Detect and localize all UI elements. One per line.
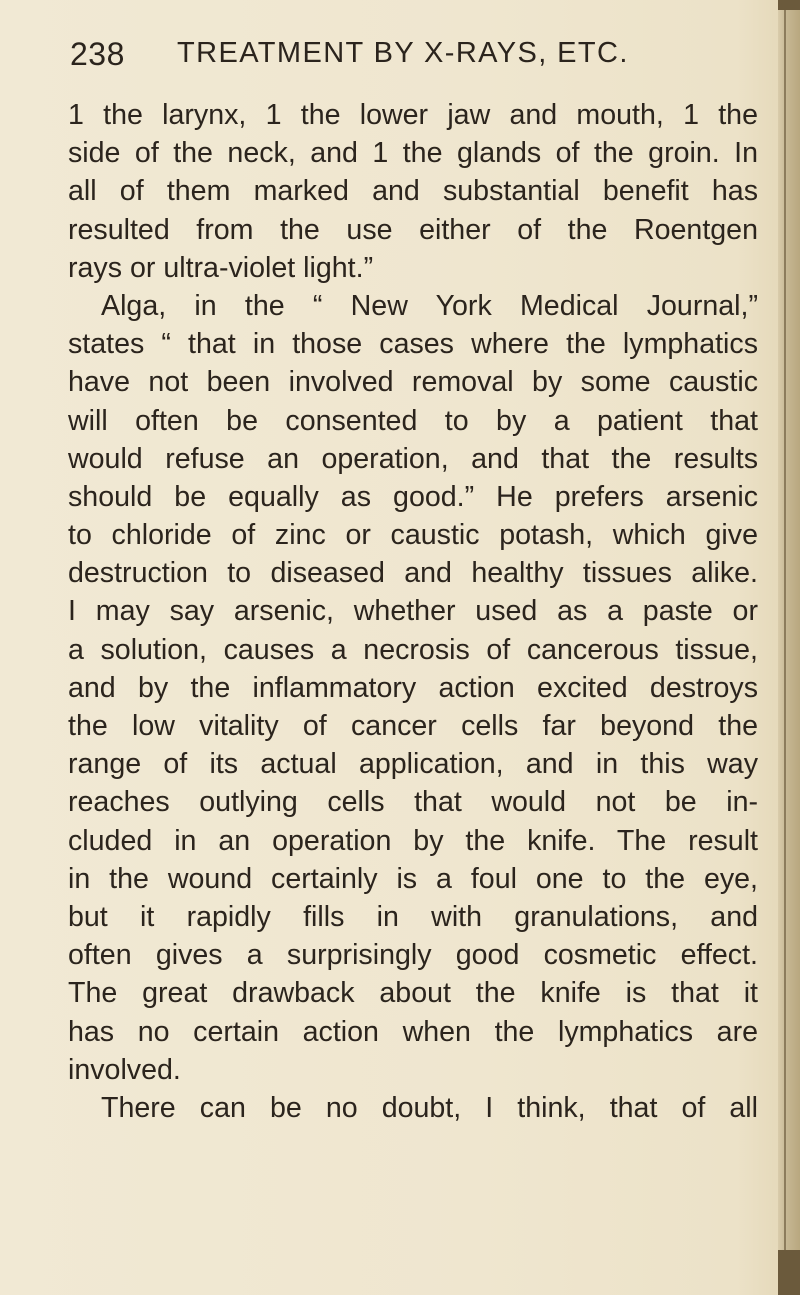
body-text <box>68 96 758 1127</box>
text-line: There can be no doubt, I think, that of all <box>101 1091 758 1124</box>
text-line: range of its actual application, and in this way <box>68 748 758 781</box>
text-line: the low vitality of cancer cells far beyond the <box>68 710 758 742</box>
text-line: but it rapidly fills in with granulations, and <box>68 900 758 933</box>
running-head: TREATMENT BY X-RAYS, ETC. <box>177 37 629 69</box>
page-header <box>70 36 750 76</box>
text-line: I may say arsenic, whether used as a paste or <box>68 595 758 628</box>
binding-line <box>784 0 786 1295</box>
text-line: side of the neck, and 1 the glands of the groin. In <box>68 137 758 170</box>
text-line: in the wound certainly is a foul one to the eye, <box>68 862 758 895</box>
page-number: 238 <box>70 36 125 72</box>
text-line: states “ that in those cases where the lymphatics <box>68 328 758 361</box>
edge-shadow <box>778 1250 800 1295</box>
text-line: all of them marked and substantial benefit has <box>68 175 758 208</box>
text-line: a solution, causes a necrosis of cancerous tissue, <box>68 633 758 666</box>
text-line: often gives a surprisingly good cosmetic effect. <box>68 939 758 972</box>
text-line: The great drawback about the knife is that it <box>68 977 758 1010</box>
text-line: destruction to diseased and healthy tissues alike. <box>68 557 758 590</box>
text-line: cluded in an operation by the knife. The result <box>68 824 758 857</box>
text-line: has no certain action when the lymphatics are <box>68 1015 758 1048</box>
edge-shadow <box>778 0 800 10</box>
page-edge <box>778 0 800 1295</box>
text-line: would refuse an operation, and that the results <box>68 442 758 475</box>
text-line: have not been involved removal by some caustic <box>68 366 758 399</box>
text-line: involved. <box>68 1053 181 1086</box>
text-line: to chloride of zinc or caustic potash, which give <box>68 519 758 552</box>
text-line: will often be consented to by a patient that <box>68 404 758 437</box>
text-line: 1 the larynx, 1 the lower jaw and mouth, 1 the <box>68 99 758 131</box>
text-line: reaches outlying cells that would not be in- <box>68 786 758 819</box>
text-line: and by the inflammatory action excited destroys <box>68 671 758 704</box>
text-line: should be equally as good.” He prefers arsenic <box>68 480 758 513</box>
text-line: rays or ultra-violet light.” <box>68 251 374 284</box>
text-line: resulted from the use either of the Roentgen <box>68 213 758 246</box>
text-line: Alga, in the “ New York Medical Journal,” <box>101 289 758 322</box>
